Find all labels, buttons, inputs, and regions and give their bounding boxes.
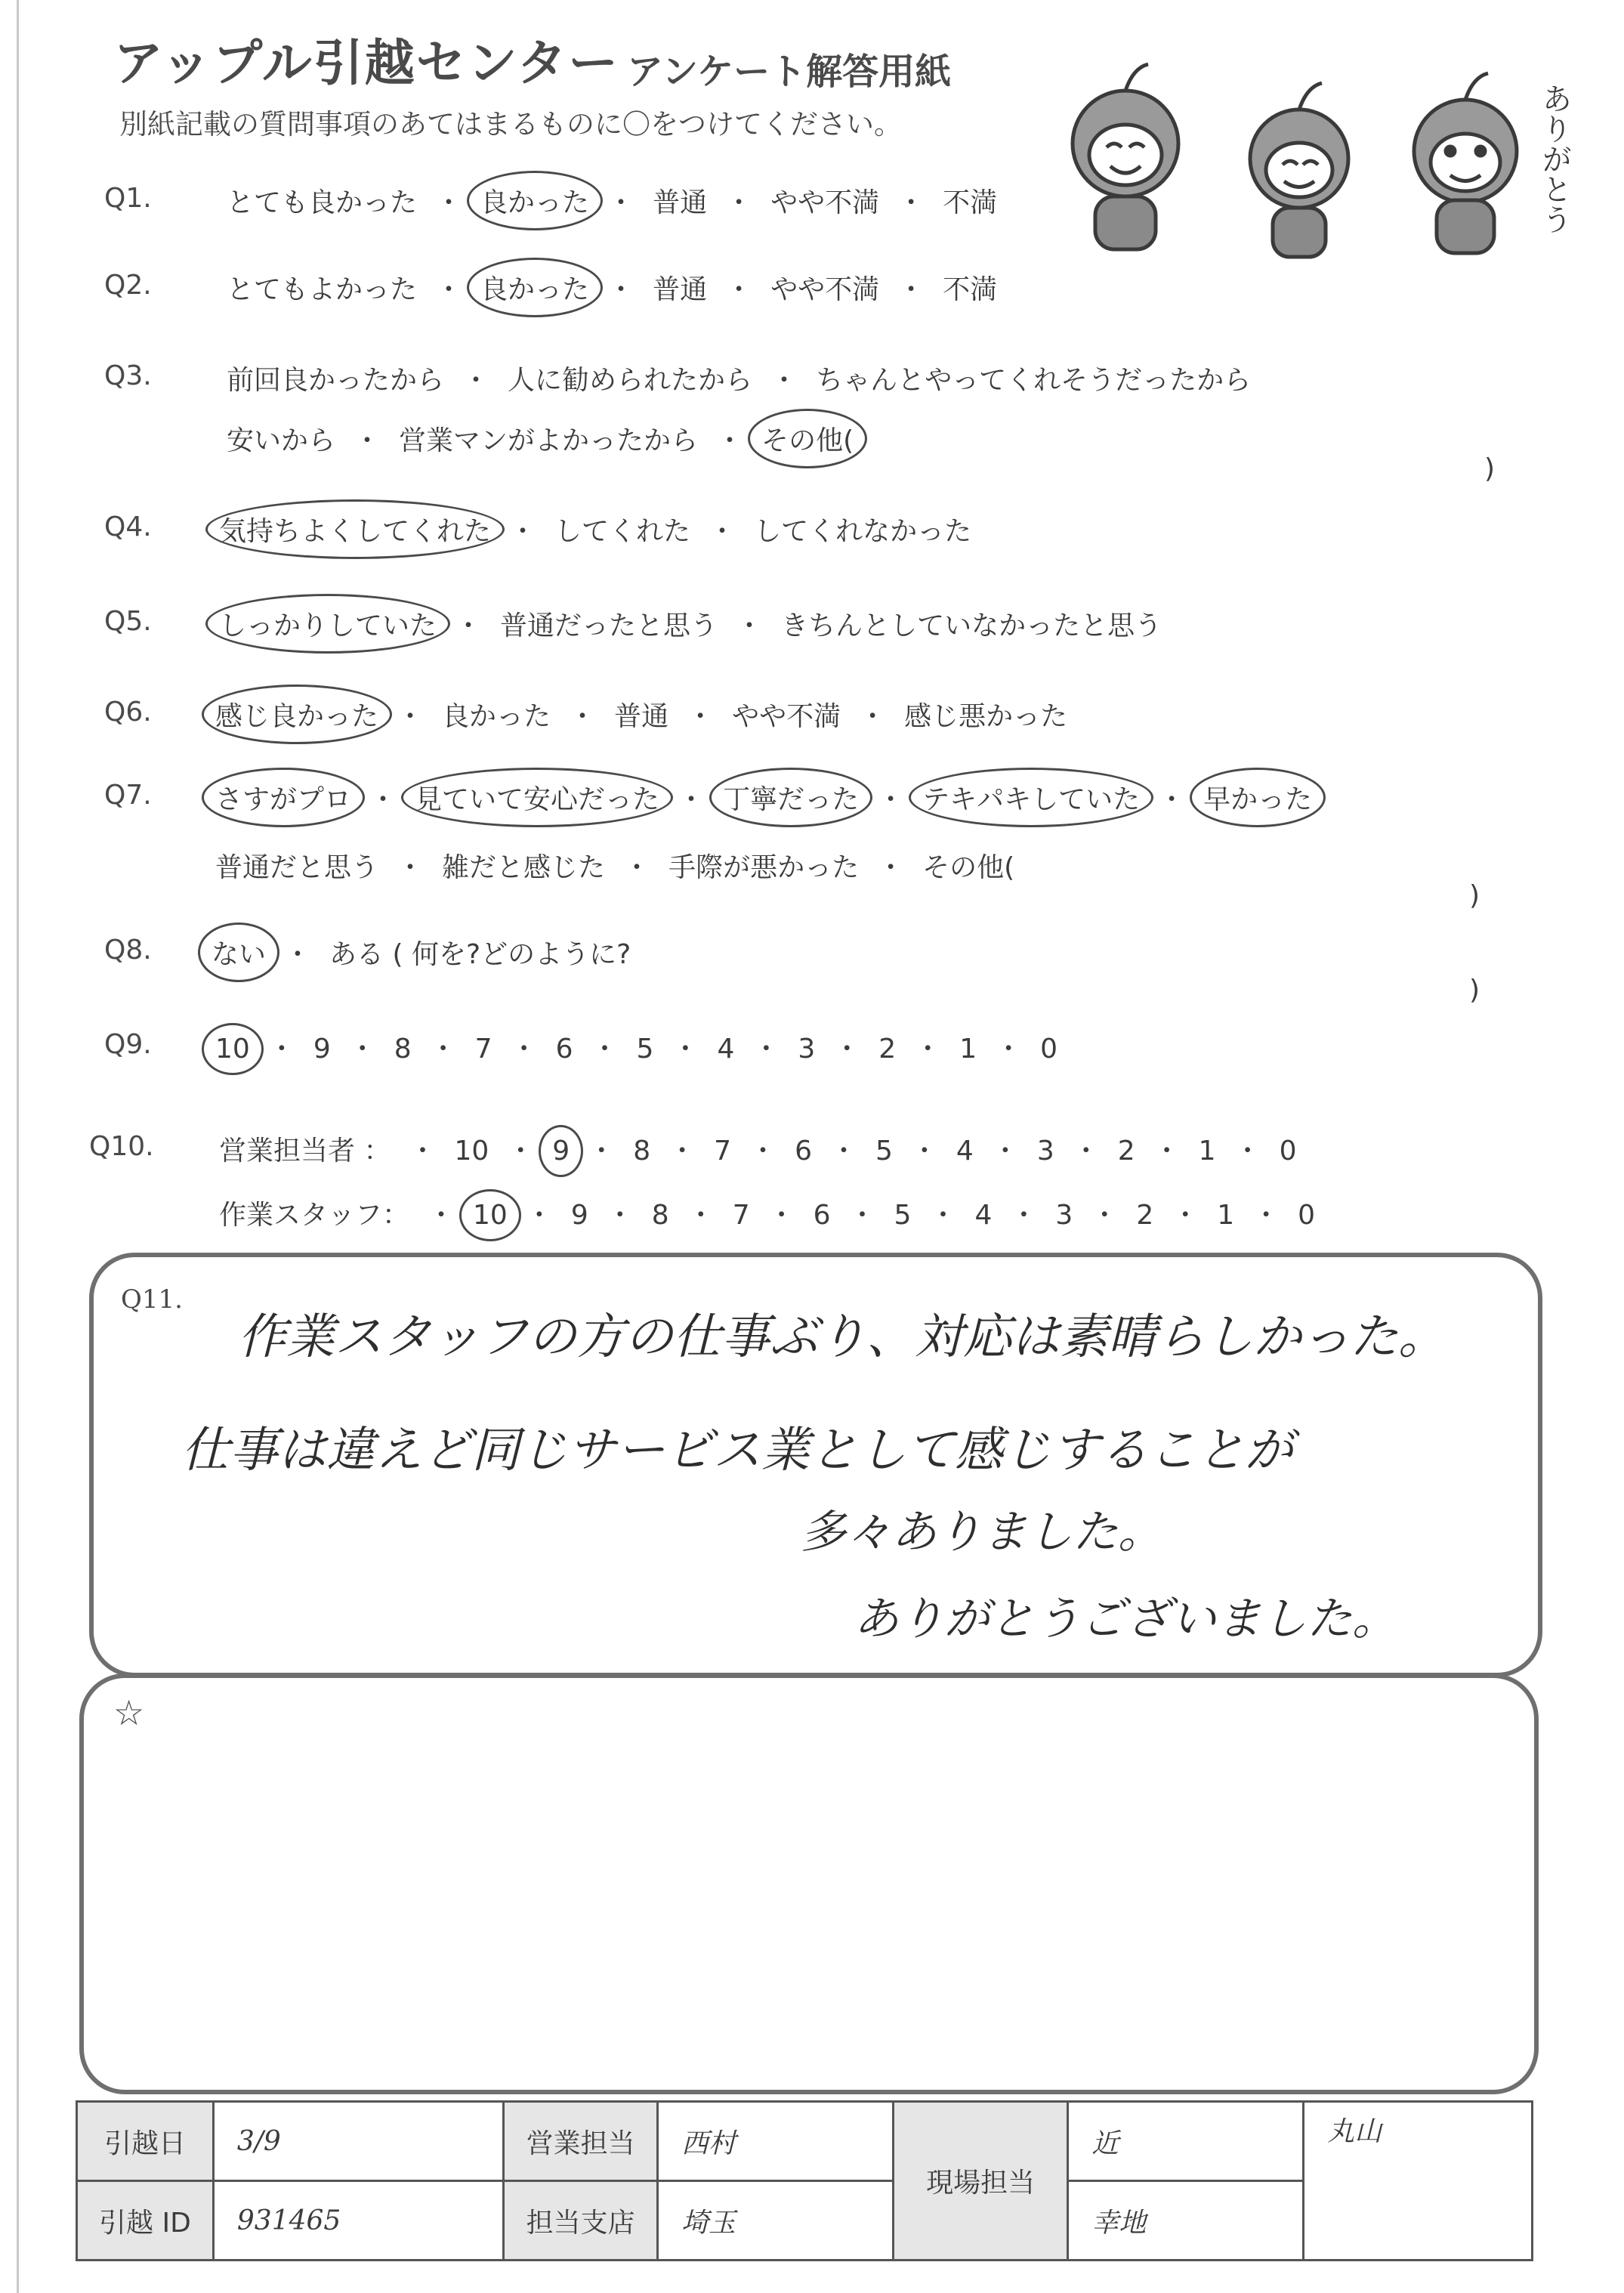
- answer-options-row: [215, 1028, 1057, 1066]
- answer-option[interactable]: 8: [651, 1200, 669, 1231]
- answer-option[interactable]: 雑だと感じた: [442, 852, 606, 883]
- thanks-handwritten-text: ありがとう: [1537, 83, 1572, 234]
- option-separator: ・: [1153, 1136, 1181, 1167]
- question-label: Q2.: [104, 270, 152, 301]
- option-separator: ・: [877, 852, 905, 883]
- answer-options-row: [219, 1130, 1297, 1168]
- answer-option[interactable]: 不満: [943, 274, 998, 305]
- answer-option[interactable]: 普通: [653, 187, 708, 218]
- answer-option[interactable]: 0: [1040, 1034, 1058, 1065]
- option-separator: ・: [1233, 1136, 1261, 1167]
- option-separator: ・: [749, 1136, 777, 1167]
- option-separator: ・: [859, 701, 887, 732]
- answer-option-selected[interactable]: 気持ちよくしてくれた: [219, 510, 491, 549]
- move-id-label: 引越 ID: [77, 2181, 214, 2261]
- option-separator: ・: [752, 1034, 780, 1065]
- answer-option[interactable]: 0: [1298, 1200, 1316, 1231]
- move-date-label: 引越日: [77, 2102, 214, 2181]
- answer-option[interactable]: 0: [1279, 1136, 1297, 1167]
- move-date-value: 3/9: [213, 2102, 503, 2181]
- option-separator: ・: [929, 1200, 957, 1231]
- answer-option[interactable]: してくれた: [554, 516, 691, 547]
- option-separator: ・: [369, 784, 397, 815]
- answer-option[interactable]: 6: [795, 1136, 812, 1167]
- option-separator: ・: [725, 274, 753, 305]
- answer-option[interactable]: とてもよかった: [227, 274, 418, 305]
- answer-option-selected[interactable]: 早かった: [1203, 778, 1312, 817]
- question-label: Q6.: [104, 697, 152, 728]
- answer-option[interactable]: 手際が悪かった: [668, 852, 860, 883]
- answer-options-row: [215, 695, 1067, 734]
- field-staff-label: 現場担当: [893, 2102, 1067, 2261]
- answer-option[interactable]: 7: [474, 1034, 492, 1065]
- paren-close: ): [1469, 975, 1480, 1006]
- answer-option[interactable]: 営業マンがよかったから: [399, 425, 699, 456]
- option-separator: ・: [606, 1200, 634, 1231]
- option-separator: ・: [716, 425, 744, 456]
- answer-option[interactable]: 10: [454, 1136, 489, 1167]
- sales-label: 営業担当: [504, 2102, 658, 2181]
- answer-option[interactable]: 2: [1117, 1136, 1135, 1167]
- field-staff-value: 近: [1068, 2102, 1304, 2181]
- option-separator: ・: [525, 1200, 553, 1231]
- option-separator: ・: [569, 701, 597, 732]
- paren-close: ): [1469, 880, 1480, 911]
- answer-option-selected[interactable]: 見ていて安心だった: [415, 778, 659, 817]
- answer-option[interactable]: 9: [570, 1200, 588, 1231]
- option-separator: ・: [1252, 1200, 1280, 1231]
- option-separator: ・: [455, 610, 483, 641]
- answer-option[interactable]: とても良かった: [227, 187, 418, 218]
- option-separator: ・: [672, 1034, 699, 1065]
- option-separator: ・: [1158, 784, 1186, 815]
- answer-options-row: [211, 933, 631, 972]
- answer-option-selected[interactable]: さすがプロ: [215, 778, 351, 817]
- answer-option[interactable]: 7: [714, 1136, 732, 1167]
- option-separator: ・: [397, 852, 425, 883]
- answer-option-selected[interactable]: 感じ良かった: [215, 695, 378, 734]
- option-separator: ・: [397, 701, 425, 732]
- answer-option[interactable]: 営業担当者 ：: [219, 1136, 391, 1167]
- question-label: Q3.: [104, 360, 152, 391]
- answer-option[interactable]: 3: [798, 1034, 816, 1065]
- option-separator: ・: [725, 187, 753, 218]
- answer-option-selected[interactable]: ない: [211, 933, 266, 972]
- option-separator: ・: [897, 274, 925, 305]
- option-separator: ・: [1091, 1200, 1119, 1231]
- answer-option[interactable]: 3: [1055, 1200, 1073, 1231]
- answer-option-selected[interactable]: 良かった: [480, 268, 589, 307]
- answer-option[interactable]: 6: [813, 1200, 831, 1231]
- monkey-mascot-icon: [1073, 64, 1178, 249]
- answer-option-selected[interactable]: 9: [552, 1136, 570, 1167]
- answer-option[interactable]: 5: [636, 1034, 654, 1065]
- q11-comment-line: 多々ありました。: [801, 1506, 1163, 1559]
- option-separator: ・: [687, 1200, 715, 1231]
- answer-option[interactable]: 8: [394, 1034, 412, 1065]
- option-separator: ・: [428, 1200, 455, 1231]
- q11-comment-line: ありがとうございました。: [854, 1593, 1397, 1646]
- option-separator: ・: [848, 1200, 876, 1231]
- answer-option[interactable]: 2: [1136, 1200, 1154, 1231]
- q11-comment-line: 作業スタッフの方の仕事ぶり、対応は素晴らしかった。: [238, 1309, 1446, 1365]
- answer-option[interactable]: 9: [313, 1034, 331, 1065]
- answer-option[interactable]: やや不満: [770, 274, 880, 305]
- answer-option[interactable]: やや不満: [770, 187, 880, 218]
- answer-option[interactable]: やや不満: [732, 701, 841, 732]
- option-separator: ・: [462, 365, 490, 396]
- option-separator: ・: [1172, 1200, 1199, 1231]
- question-label: Q7.: [104, 780, 152, 811]
- answer-option[interactable]: 5: [894, 1200, 912, 1231]
- option-separator: ・: [509, 516, 537, 547]
- option-separator: ・: [507, 1136, 535, 1167]
- answer-option[interactable]: 前回良かったから: [227, 365, 445, 396]
- field-staff-value: 丸山: [1304, 2102, 1533, 2261]
- answer-option[interactable]: してくれなかった: [754, 516, 972, 547]
- page-edge: [17, 0, 19, 2293]
- option-separator: ・: [607, 274, 635, 305]
- q11-label: Q11.: [121, 1284, 183, 1315]
- answer-option[interactable]: 普通だと思う: [215, 852, 379, 883]
- answer-options-row: [227, 181, 997, 220]
- question-label: Q5.: [104, 606, 152, 637]
- answer-option-selected[interactable]: 10: [215, 1034, 250, 1065]
- answer-option[interactable]: 普通: [653, 274, 708, 305]
- answer-option[interactable]: その他(: [922, 852, 1015, 883]
- option-separator: ・: [1072, 1136, 1100, 1167]
- sales-value: 西村: [658, 2102, 894, 2181]
- answer-option[interactable]: 普通: [614, 701, 669, 732]
- option-separator: ・: [435, 274, 463, 305]
- paren-close: ): [1484, 453, 1496, 484]
- branch-label: 担当支店: [504, 2181, 658, 2261]
- footer-info-table: [76, 2100, 1533, 2261]
- answer-option[interactable]: 7: [732, 1200, 750, 1231]
- answer-option[interactable]: 2: [878, 1034, 897, 1065]
- option-separator: ・: [348, 1034, 376, 1065]
- option-separator: ・: [770, 365, 798, 396]
- answer-option[interactable]: 6: [555, 1034, 573, 1065]
- option-separator: ・: [429, 1034, 457, 1065]
- answer-options-row: [227, 268, 997, 307]
- option-separator: ・: [829, 1136, 857, 1167]
- instruction-text: 別紙記載の質問事項のあてはまるものに〇をつけてください。: [119, 108, 902, 141]
- answer-option[interactable]: 3: [1036, 1136, 1054, 1167]
- answer-option[interactable]: 作業スタッフ：: [219, 1200, 410, 1231]
- option-separator: ・: [678, 784, 705, 815]
- option-separator: ・: [267, 1034, 295, 1065]
- answer-option[interactable]: 5: [875, 1136, 893, 1167]
- option-separator: ・: [284, 939, 312, 970]
- answer-options-row: [227, 359, 1251, 397]
- option-separator: ・: [409, 1136, 437, 1167]
- answer-option[interactable]: 不満: [943, 187, 998, 218]
- answer-option[interactable]: ある ( 何を?どのように?: [329, 939, 631, 970]
- answer-option[interactable]: きちんとしていなかったと思う: [781, 610, 1162, 641]
- answer-option[interactable]: 普通だったと思う: [500, 610, 718, 641]
- question-label: Q9.: [104, 1029, 152, 1060]
- move-id-value: 931465: [213, 2181, 503, 2261]
- option-separator: ・: [833, 1034, 861, 1065]
- option-separator: ・: [435, 187, 463, 218]
- answer-option[interactable]: ちゃんとやってくれそうだったから: [816, 365, 1252, 396]
- option-separator: ・: [354, 425, 381, 456]
- question-label: Q1.: [104, 183, 152, 214]
- option-separator: ・: [607, 187, 635, 218]
- answer-option-selected[interactable]: 良かった: [480, 181, 589, 220]
- option-separator: ・: [668, 1136, 696, 1167]
- option-separator: ・: [1010, 1200, 1038, 1231]
- answer-option[interactable]: 4: [717, 1034, 735, 1065]
- company-title: アップル引越センター: [113, 34, 620, 92]
- option-separator: ・: [591, 1034, 619, 1065]
- answer-option[interactable]: 4: [956, 1136, 974, 1167]
- monkey-mascot-icon: [1250, 83, 1348, 257]
- option-separator: ・: [995, 1034, 1023, 1065]
- answer-option[interactable]: 1: [1217, 1200, 1235, 1231]
- answer-option[interactable]: 人に勧められたから: [508, 365, 753, 396]
- option-separator: ・: [687, 701, 715, 732]
- option-separator: ・: [877, 784, 905, 815]
- form-subtitle: アンケート解答用紙: [627, 51, 952, 93]
- answer-option[interactable]: 1: [959, 1034, 977, 1065]
- answer-options-row: [219, 1194, 1315, 1232]
- answer-options-row: [215, 778, 1312, 817]
- answer-option-selected[interactable]: 10: [473, 1200, 508, 1231]
- star-label: ☆: [113, 1692, 145, 1733]
- answer-option[interactable]: 感じ悪かった: [904, 701, 1068, 732]
- question-label: Q8.: [104, 935, 152, 966]
- question-label: Q4.: [104, 511, 152, 542]
- answer-options-row: [215, 846, 1014, 885]
- answer-option[interactable]: 良かった: [442, 701, 551, 732]
- option-separator: ・: [709, 516, 736, 547]
- monkey-mascot-icon: [1414, 73, 1517, 253]
- option-separator: ・: [588, 1136, 616, 1167]
- answer-options-row: [227, 419, 854, 458]
- option-separator: ・: [991, 1136, 1019, 1167]
- answer-option-selected[interactable]: その他(: [761, 419, 854, 458]
- answer-option[interactable]: 8: [633, 1136, 651, 1167]
- option-separator: ・: [736, 610, 764, 641]
- answer-option-selected[interactable]: 丁寧だった: [723, 778, 859, 817]
- option-separator: ・: [897, 187, 925, 218]
- field-staff-value: 幸地: [1068, 2181, 1304, 2261]
- option-separator: ・: [914, 1034, 942, 1065]
- option-separator: ・: [910, 1136, 938, 1167]
- monkey-mascots-illustration: [1042, 45, 1556, 272]
- star-comment-box: [79, 1673, 1539, 2094]
- question-label: Q10.: [89, 1131, 154, 1162]
- answer-option[interactable]: 4: [974, 1200, 993, 1231]
- option-separator: ・: [623, 852, 651, 883]
- option-separator: ・: [767, 1200, 795, 1231]
- answer-options-row: [219, 604, 1162, 643]
- answer-option-selected[interactable]: しっかりしていた: [219, 604, 437, 643]
- answer-option[interactable]: 1: [1198, 1136, 1216, 1167]
- option-separator: ・: [510, 1034, 538, 1065]
- answer-option[interactable]: 安いから: [227, 425, 336, 456]
- answer-options-row: [219, 510, 971, 549]
- answer-option-selected[interactable]: テキパキしていた: [922, 778, 1140, 817]
- branch-value: 埼玉: [658, 2181, 894, 2261]
- q11-comment-line: 仕事は違えど同じサービス業として感じすることが: [181, 1423, 1293, 1479]
